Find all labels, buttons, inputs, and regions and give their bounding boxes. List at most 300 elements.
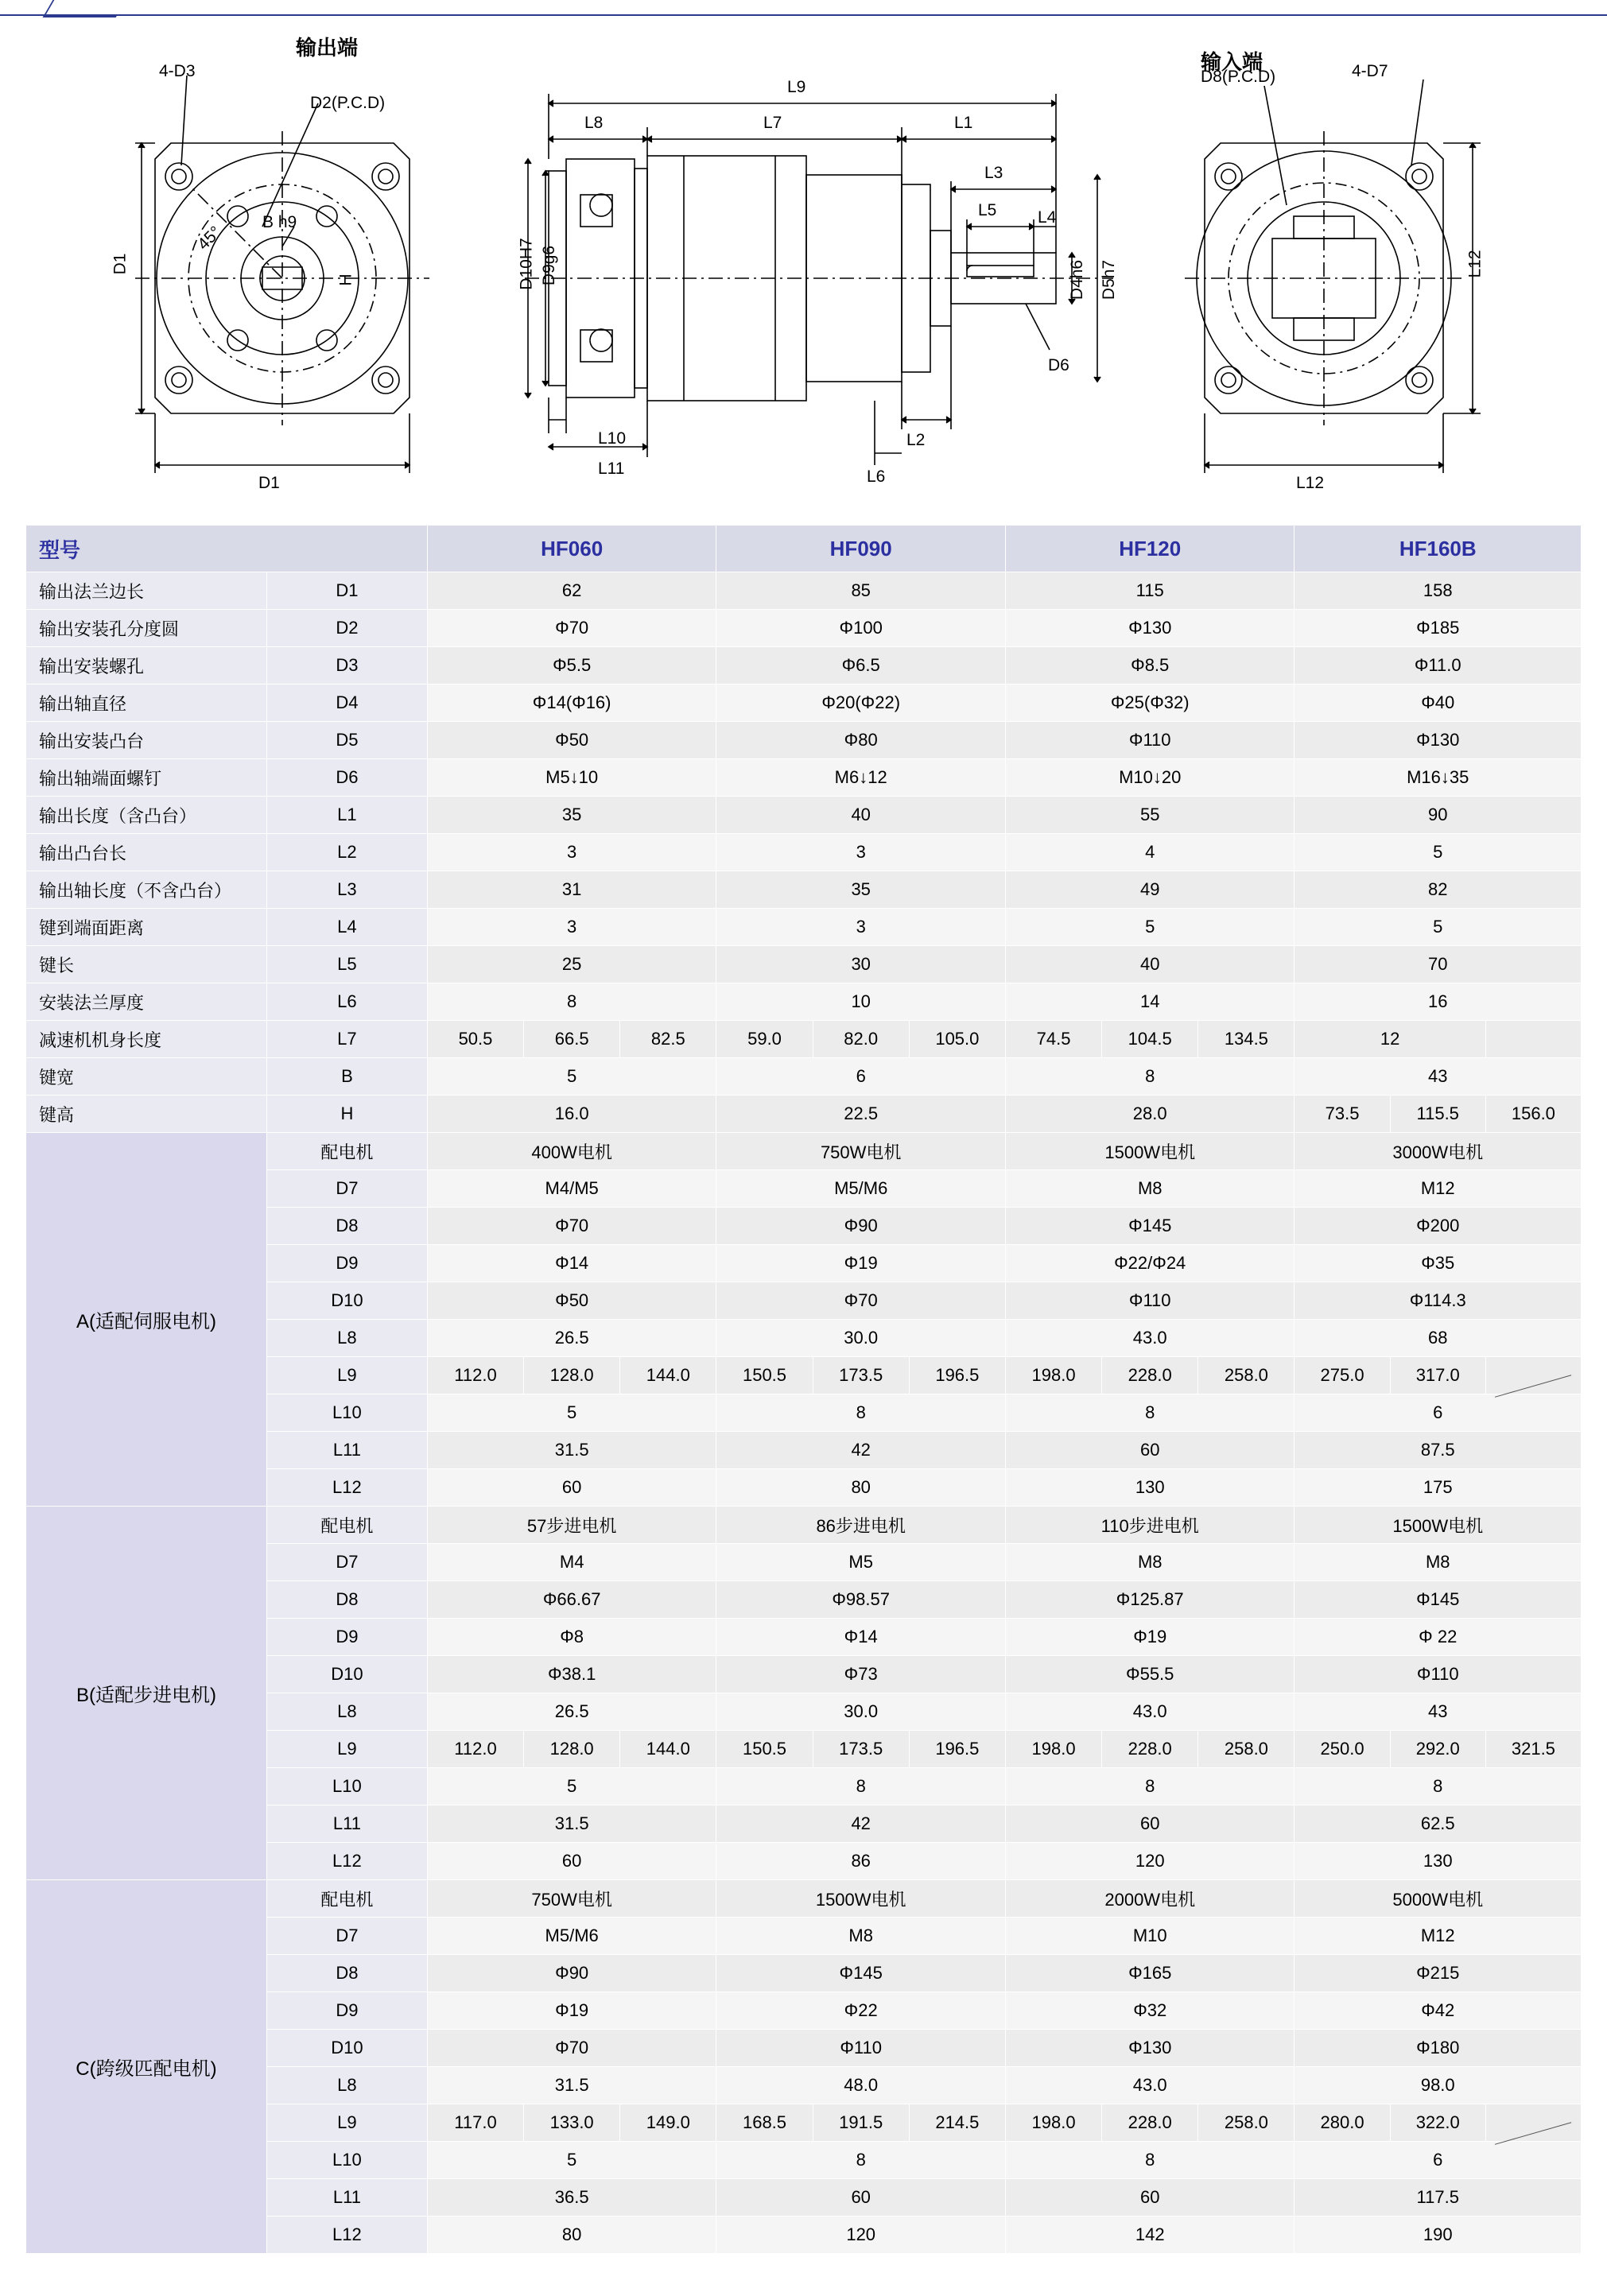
table-row (26, 871, 1582, 909)
cell-value: 322.0 (1390, 2104, 1485, 2142)
cell-value: Φ19 (1005, 1619, 1295, 1656)
row-label: 输出轴端面螺钉 (26, 759, 267, 797)
cell-value: 30.0 (716, 1320, 1006, 1357)
cell-value: M8 (1295, 1544, 1582, 1581)
table-row (26, 647, 1582, 685)
row-code: H (266, 1096, 427, 1133)
row-code: D5 (266, 722, 427, 759)
cell-value: Φ20(Φ22) (716, 685, 1006, 722)
cell-value: 117.5 (1295, 2179, 1582, 2216)
cell-value: 82.5 (620, 1021, 716, 1058)
table-row (26, 722, 1582, 759)
cell-value: 98.0 (1295, 2067, 1582, 2104)
cell-value: M6↓12 (716, 759, 1006, 797)
row-code: L11 (266, 2179, 427, 2216)
cell-value: Φ215 (1295, 1955, 1582, 1992)
cell-value: Φ 22 (1295, 1619, 1582, 1656)
cell-value: 2000W电机 (1005, 1880, 1295, 1918)
label-b-h9: B h9 (262, 213, 297, 231)
cell-value: 48.0 (716, 2067, 1006, 2104)
cell-value: 110步进电机 (1005, 1507, 1295, 1544)
cell-value: 6 (716, 1058, 1006, 1096)
table-row (26, 610, 1582, 647)
cell-value: 214.5 (909, 2104, 1005, 2142)
label-l10: L10 (598, 429, 627, 448)
cell-value: 82.0 (813, 1021, 909, 1058)
cell-value: Φ25(Φ32) (1005, 685, 1295, 722)
cell-value: 258.0 (1198, 2104, 1295, 2142)
row-label: 键长 (26, 946, 267, 983)
cell-value: Φ110 (1005, 722, 1295, 759)
cell-value: M8 (1005, 1544, 1295, 1581)
row-code: L3 (266, 871, 427, 909)
cell-value: 115.5 (1390, 1096, 1485, 1133)
cell-value: 62 (427, 572, 716, 610)
cell-value: Φ73 (716, 1656, 1006, 1693)
drawing-title-input: 输入端 (1201, 50, 1263, 74)
table-row (26, 1096, 1582, 1133)
cell-value: Φ110 (1295, 1656, 1582, 1693)
cell-value: 142 (1005, 2216, 1295, 2254)
cell-value: 40 (716, 797, 1006, 834)
cell-value: 168.5 (716, 2104, 813, 2142)
cell-value: 198.0 (1005, 1731, 1101, 1768)
cell-value: Φ70 (427, 610, 716, 647)
row-code: D7 (266, 1170, 427, 1208)
cell-value: 5 (427, 1394, 716, 1432)
cell-empty-diagonal (1485, 1357, 1581, 1394)
cell-value: 3 (427, 834, 716, 871)
cell-value: Φ50 (427, 722, 716, 759)
row-code: L9 (266, 1357, 427, 1394)
cell-value: 8 (716, 1394, 1006, 1432)
cell-value: Φ22/Φ24 (1005, 1245, 1295, 1282)
cell-value: M5↓10 (427, 759, 716, 797)
cell-value: 8 (716, 2142, 1006, 2179)
table-row (26, 909, 1582, 946)
table-row (26, 1133, 1582, 1170)
header-hf120: HF120 (1005, 526, 1295, 572)
cell-value: Φ130 (1005, 2030, 1295, 2067)
label-l5: L5 (978, 201, 997, 219)
row-label: 输出轴长度（不含凸台） (26, 871, 267, 909)
row-code: L12 (266, 1469, 427, 1507)
cell-value: 28.0 (1005, 1096, 1295, 1133)
row-code: D10 (266, 1282, 427, 1320)
cell-value: 144.0 (620, 1357, 716, 1394)
cell-value: Φ90 (716, 1208, 1006, 1245)
cell-value: 43.0 (1005, 1320, 1295, 1357)
cell-value: Φ55.5 (1005, 1656, 1295, 1693)
cell-value: M5/M6 (716, 1170, 1006, 1208)
cell-value: 5 (427, 2142, 716, 2179)
cell-value: 150.5 (716, 1357, 813, 1394)
label-d1-horizontal: D1 (258, 474, 280, 492)
cell-value: 3000W电机 (1295, 1133, 1582, 1170)
cell-empty-diagonal (1485, 2104, 1581, 2142)
cell-value: 128.0 (524, 1731, 620, 1768)
cell-value: 175 (1295, 1469, 1582, 1507)
row-label: 键高 (26, 1096, 267, 1133)
cell-value: 42 (716, 1805, 1006, 1843)
cell-value: Φ35 (1295, 1245, 1582, 1282)
label-l11: L11 (598, 460, 625, 478)
row-code: L9 (266, 2104, 427, 2142)
row-code: L12 (266, 2216, 427, 2254)
cell-value: Φ185 (1295, 610, 1582, 647)
cell-value: M8 (716, 1918, 1006, 1955)
label-l7: L7 (763, 114, 782, 132)
cell-value: M12 (1295, 1170, 1582, 1208)
cell-value: 117.0 (427, 2104, 523, 2142)
row-code: L5 (266, 946, 427, 983)
row-code: L10 (266, 1768, 427, 1805)
cell-value: M5 (716, 1544, 1006, 1581)
cell-value: M8 (1005, 1170, 1295, 1208)
cell-value: 30 (716, 946, 1006, 983)
cell-value: 258.0 (1198, 1731, 1295, 1768)
cell-value: 22.5 (716, 1096, 1006, 1133)
cell-value: Φ114.3 (1295, 1282, 1582, 1320)
label-d9g6: D9g6 (540, 245, 559, 286)
cell-value: 250.0 (1295, 1731, 1390, 1768)
row-code: L1 (266, 797, 427, 834)
table-row (26, 759, 1582, 797)
header-hf060: HF060 (427, 526, 716, 572)
row-label: 键到端面距离 (26, 909, 267, 946)
cell-value: 750W电机 (716, 1133, 1006, 1170)
cell-value: Φ70 (716, 1282, 1006, 1320)
cell-value: 49 (1005, 871, 1295, 909)
label-d4h6: D4h6 (1068, 259, 1087, 301)
row-code: L10 (266, 2142, 427, 2179)
cell-value: 3 (716, 834, 1006, 871)
cell-value: 31.5 (427, 1805, 716, 1843)
cell-value: 149.0 (620, 2104, 716, 2142)
cell-value: 173.5 (813, 1357, 909, 1394)
cell-value: 8 (1005, 1394, 1295, 1432)
cell-value: 156.0 (1485, 1096, 1581, 1133)
label-h: H (336, 273, 355, 286)
cell-value: Φ5.5 (427, 647, 716, 685)
label-l4: L4 (1038, 208, 1057, 227)
header-model: 型号 (26, 526, 428, 572)
header-hf090: HF090 (716, 526, 1006, 572)
cell-value: 5 (427, 1058, 716, 1096)
cell-value: 228.0 (1102, 1731, 1198, 1768)
cell-value: 275.0 (1295, 1357, 1390, 1394)
cell-value: 68 (1295, 1320, 1582, 1357)
cell-value: Φ42 (1295, 1992, 1582, 2030)
label-d2-pcd: D2(P.C.D) (310, 94, 386, 112)
technical-drawing (0, 0, 1607, 525)
cell-value: 105.0 (909, 1021, 1005, 1058)
cell-value: 26.5 (427, 1693, 716, 1731)
cell-value: 228.0 (1102, 2104, 1198, 2142)
cell-value: Φ98.57 (716, 1581, 1006, 1619)
cell-value: M10 (1005, 1918, 1295, 1955)
row-label: 输出凸台长 (26, 834, 267, 871)
cell-value: Φ165 (1005, 1955, 1295, 1992)
cell-value: 4 (1005, 834, 1295, 871)
cell-value: Φ145 (1005, 1208, 1295, 1245)
cell-value: Φ32 (1005, 1992, 1295, 2030)
cell-value: 35 (427, 797, 716, 834)
cell-value: 60 (1005, 1805, 1295, 1843)
cell-value: 130 (1005, 1469, 1295, 1507)
row-code: D7 (266, 1918, 427, 1955)
cell-value: 1500W电机 (1295, 1507, 1582, 1544)
cell-value: 112.0 (427, 1731, 523, 1768)
label-4-d3: 4-D3 (159, 62, 196, 80)
cell-value: M5/M6 (427, 1918, 716, 1955)
cell-value: Φ19 (716, 1245, 1006, 1282)
table-row (26, 1880, 1582, 1918)
table-row (26, 797, 1582, 834)
cell-value: Φ180 (1295, 2030, 1582, 2067)
cell-value: 60 (716, 2179, 1006, 2216)
cell-value: 26.5 (427, 1320, 716, 1357)
cell-value: 134.5 (1198, 1021, 1295, 1058)
cell-value: 40 (1005, 946, 1295, 983)
cell-value: 43 (1295, 1693, 1582, 1731)
cell-value: Φ125.87 (1005, 1581, 1295, 1619)
cell-value: 82 (1295, 871, 1582, 909)
row-code: L4 (266, 909, 427, 946)
cell-value: 35 (716, 871, 1006, 909)
cell-value: Φ6.5 (716, 647, 1006, 685)
label-d5h7: D5h7 (1100, 259, 1119, 301)
cell-value: 12 (1295, 1021, 1485, 1058)
table-row (26, 946, 1582, 983)
table-row (26, 983, 1582, 1021)
cell-value: 8 (1295, 1768, 1582, 1805)
cell-value: 8 (1005, 2142, 1295, 2179)
cell-value: 6 (1295, 2142, 1582, 2179)
cell-value: 198.0 (1005, 2104, 1101, 2142)
cell-value: 86步进电机 (716, 1507, 1006, 1544)
cell-value: 66.5 (524, 1021, 620, 1058)
row-code: D7 (266, 1544, 427, 1581)
cell-value: 5 (1295, 834, 1582, 871)
label-d10h7: D10H7 (517, 238, 536, 290)
cell-value: 16 (1295, 983, 1582, 1021)
cell-value: 60 (427, 1469, 716, 1507)
cell-value: 60 (1005, 1432, 1295, 1469)
row-code: D8 (266, 1581, 427, 1619)
cell-value: Φ110 (716, 2030, 1006, 2067)
cell-value: 5 (1005, 909, 1295, 946)
row-code: D6 (266, 759, 427, 797)
label-d1-vertical: D1 (111, 253, 130, 275)
cell-value: Φ130 (1295, 722, 1582, 759)
label-l2: L2 (906, 431, 926, 449)
cell-value: 25 (427, 946, 716, 983)
cell-value: 5 (1295, 909, 1582, 946)
cell-value: 8 (716, 1768, 1006, 1805)
cell-value: Φ100 (716, 610, 1006, 647)
cell-value: Φ19 (427, 1992, 716, 2030)
cell-value: 191.5 (813, 2104, 909, 2142)
cell-value: 6 (1295, 1394, 1582, 1432)
cell-value: Φ22 (716, 1992, 1006, 2030)
label-l12-vertical: L12 (1465, 250, 1485, 278)
table-row (26, 1058, 1582, 1096)
row-label: 输出安装孔分度圆 (26, 610, 267, 647)
cell-value: 8 (427, 983, 716, 1021)
cell-value: 198.0 (1005, 1357, 1101, 1394)
cell-value: 8 (1005, 1768, 1295, 1805)
row-code: 配电机 (266, 1880, 427, 1918)
cell-value: 43.0 (1005, 1693, 1295, 1731)
cell-value: M12 (1295, 1918, 1582, 1955)
label-l8: L8 (584, 114, 604, 132)
cell-value: Φ40 (1295, 685, 1582, 722)
table-row (26, 1021, 1582, 1058)
row-code: L2 (266, 834, 427, 871)
label-l1: L1 (954, 114, 973, 132)
label-l9: L9 (787, 78, 806, 96)
cell-value: 128.0 (524, 1357, 620, 1394)
cell-value: 133.0 (524, 2104, 620, 2142)
cell-value: 104.5 (1102, 1021, 1198, 1058)
cell-value: 1500W电机 (716, 1880, 1006, 1918)
cell-value: 317.0 (1390, 1357, 1485, 1394)
cell-value: Φ145 (1295, 1581, 1582, 1619)
cell-value: 30.0 (716, 1693, 1006, 1731)
cell-value: Φ200 (1295, 1208, 1582, 1245)
cell-value: 90 (1295, 797, 1582, 834)
cell-value: Φ145 (716, 1955, 1006, 1992)
row-code: L6 (266, 983, 427, 1021)
table-row (26, 1507, 1582, 1544)
row-code: D1 (266, 572, 427, 610)
cell-value: 3 (716, 909, 1006, 946)
cell-value: 400W电机 (427, 1133, 716, 1170)
spec-table (25, 525, 1582, 2254)
cell-value: 62.5 (1295, 1805, 1582, 1843)
row-label: 输出长度（含凸台） (26, 797, 267, 834)
group-label-b: B(适配步进电机) (26, 1507, 267, 1880)
cell-value: 3 (427, 909, 716, 946)
cell-value: 5000W电机 (1295, 1880, 1582, 1918)
cell-value: 120 (1005, 1843, 1295, 1880)
row-code: L11 (266, 1805, 427, 1843)
cell-value: 86 (716, 1843, 1006, 1880)
cell-value: Φ130 (1005, 610, 1295, 647)
cell-value: 130 (1295, 1843, 1582, 1880)
cell-value: 158 (1295, 572, 1582, 610)
row-code: D9 (266, 1992, 427, 2030)
cell-value: Φ70 (427, 2030, 716, 2067)
cell-value: 292.0 (1390, 1731, 1485, 1768)
cell-value: 196.5 (909, 1357, 1005, 1394)
cell-value: Φ14 (427, 1245, 716, 1282)
row-code: D10 (266, 2030, 427, 2067)
row-code: D8 (266, 1208, 427, 1245)
row-code: L10 (266, 1394, 427, 1432)
cell-value: Φ8 (427, 1619, 716, 1656)
group-label-c: C(跨级匹配电机) (26, 1880, 267, 2254)
row-code: 配电机 (266, 1507, 427, 1544)
row-code: D8 (266, 1955, 427, 1992)
cell-value: 60 (1005, 2179, 1295, 2216)
row-code: L11 (266, 1432, 427, 1469)
cell-value: 43.0 (1005, 2067, 1295, 2104)
cell-value: Φ14 (716, 1619, 1006, 1656)
cell-value: 10 (716, 983, 1006, 1021)
cell-value: 57步进电机 (427, 1507, 716, 1544)
label-l12-horizontal: L12 (1296, 474, 1325, 492)
row-code: L12 (266, 1843, 427, 1880)
label-4-d7: 4-D7 (1352, 62, 1388, 80)
row-code: 配电机 (266, 1133, 427, 1170)
cell-value: 228.0 (1102, 1357, 1198, 1394)
cell-value: M4 (427, 1544, 716, 1581)
cell-value (1485, 1021, 1581, 1058)
cell-value: Φ14(Φ16) (427, 685, 716, 722)
cell-value: 31 (427, 871, 716, 909)
cell-value: 87.5 (1295, 1432, 1582, 1469)
cell-value: 8 (1005, 1058, 1295, 1096)
cell-value: Φ90 (427, 1955, 716, 1992)
row-label: 输出安装凸台 (26, 722, 267, 759)
row-code: D4 (266, 685, 427, 722)
group-label-a: A(适配伺服电机) (26, 1133, 267, 1507)
cell-value: 112.0 (427, 1357, 523, 1394)
cell-value: 36.5 (427, 2179, 716, 2216)
row-label: 输出法兰边长 (26, 572, 267, 610)
cell-value: 1500W电机 (1005, 1133, 1295, 1170)
cell-value: 321.5 (1485, 1731, 1581, 1768)
cell-value: M16↓35 (1295, 759, 1582, 797)
cell-value: 258.0 (1198, 1357, 1295, 1394)
row-code: D9 (266, 1245, 427, 1282)
cell-value: 74.5 (1005, 1021, 1101, 1058)
cell-value: 173.5 (813, 1731, 909, 1768)
cell-value: 70 (1295, 946, 1582, 983)
cell-value: 14 (1005, 983, 1295, 1021)
row-label: 安装法兰厚度 (26, 983, 267, 1021)
row-code: L7 (266, 1021, 427, 1058)
label-d8-pcd: D8(P.C.D) (1201, 68, 1276, 86)
cell-value: 144.0 (620, 1731, 716, 1768)
cell-value: 80 (716, 1469, 1006, 1507)
row-code: D2 (266, 610, 427, 647)
cell-value: 190 (1295, 2216, 1582, 2254)
cell-value: 50.5 (427, 1021, 523, 1058)
cell-value: 280.0 (1295, 2104, 1390, 2142)
cell-value: 120 (716, 2216, 1006, 2254)
cell-value: 31.5 (427, 2067, 716, 2104)
cell-value: 80 (427, 2216, 716, 2254)
row-label: 减速机机身长度 (26, 1021, 267, 1058)
row-code: L8 (266, 1693, 427, 1731)
cell-value: Φ66.67 (427, 1581, 716, 1619)
row-label: 键宽 (26, 1058, 267, 1096)
row-code: D10 (266, 1656, 427, 1693)
cell-value: Φ80 (716, 722, 1006, 759)
label-l3: L3 (984, 164, 1003, 182)
cell-value: 31.5 (427, 1432, 716, 1469)
cell-value: 43 (1295, 1058, 1582, 1096)
cell-value: 750W电机 (427, 1880, 716, 1918)
cell-value: 85 (716, 572, 1006, 610)
row-code: D3 (266, 647, 427, 685)
cell-value: 55 (1005, 797, 1295, 834)
cell-value: M4/M5 (427, 1170, 716, 1208)
row-label: 输出轴直径 (26, 685, 267, 722)
